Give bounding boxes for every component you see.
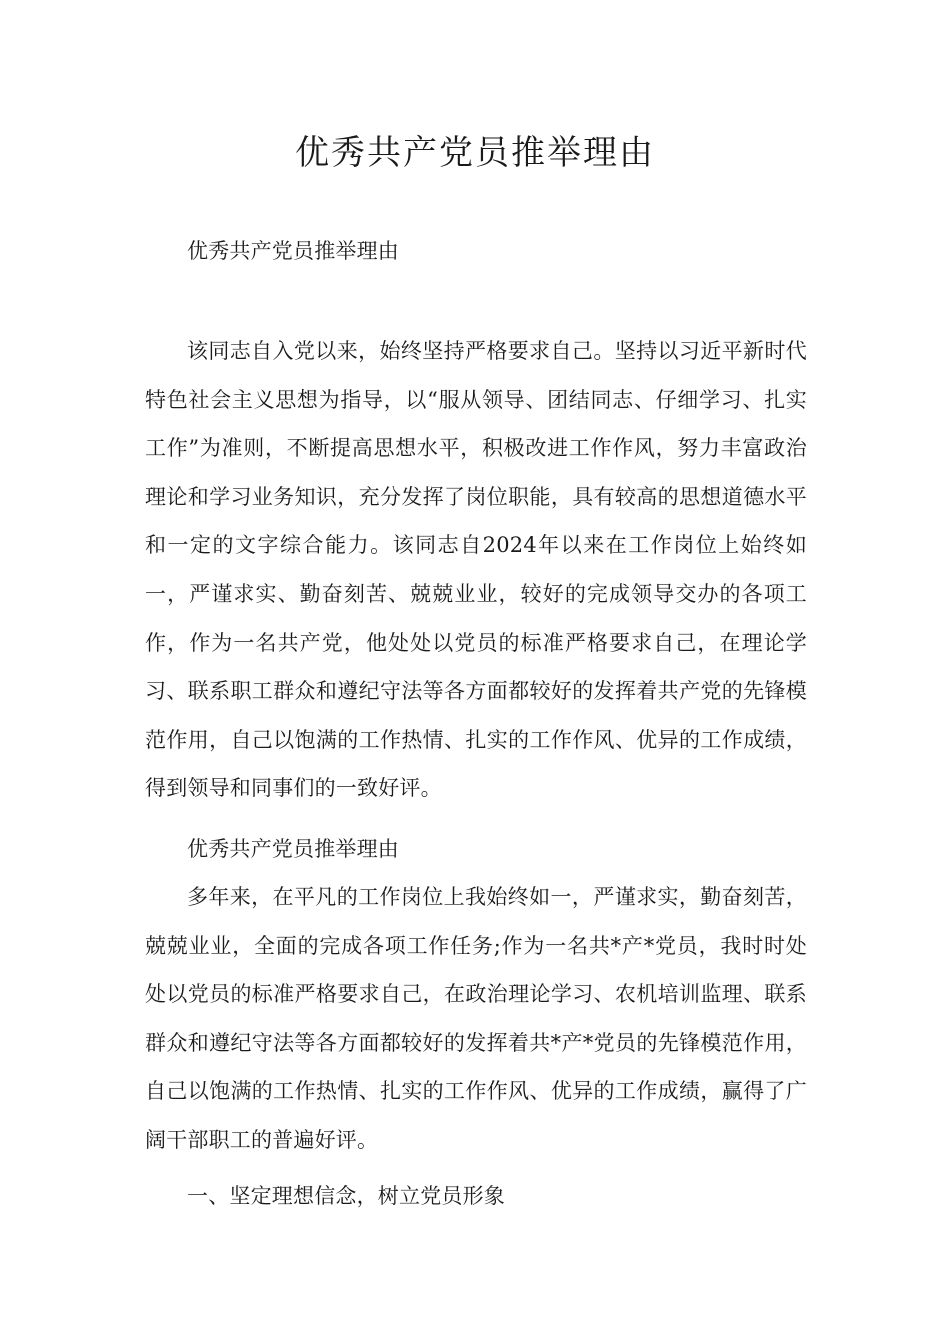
document-title: 优秀共产党员推举理由 xyxy=(295,133,655,173)
section-heading: 优秀共产党员推举理由 xyxy=(187,239,399,263)
subsection-heading: 一、坚定理想信念，树立党员形象 xyxy=(187,1184,505,1208)
section-heading: 优秀共产党员推举理由 xyxy=(187,837,399,861)
body-paragraph: 多年来，在平凡的工作岗位上我始终如一，严谨求实，勤奋刻苦，兢兢业业，全面的完成各项工作任务;作为一名共*产*党员，我时时处处以党员的标准严格要求自己，在政治理论学习、农机培训监理、联系群众和遵纪守法等各方面都较好的发挥着共*产*党员的先锋模范作用，自己以饱满的工作热情、扎实的工作作风、优异的工作成绩，赢得了广阔干部职工的普遍好评。 xyxy=(145,885,807,1152)
body-paragraph: 该同志自入党以来，始终坚持严格要求自己。坚持以习近平新时代特色社会主义思想为指导，以“服从领导、团结同志、仔细学习、扎实工作”为准则，不断提高思想水平，积极改进工作作风，努力丰富政治理论和学习业务知识，充分发挥了岗位职能，具有较高的思想道德水平和一定的文字综合能力。该同志自2024年以来在工作岗位上始终如一，严谨求实、勤奋刻苦、兢兢业业，较好的完成领导交办的各项工作，作为一名共产党，他处处以党员的标准严格要求自己，在理论学习、联系职工群众和遵纪守法等各方面都较好的发挥着共产党的先锋模范作用，自己以饱满的工作热情、扎实的工作作风、优异的工作成绩，得到领导和同事们的一致好评。 xyxy=(145,339,807,801)
